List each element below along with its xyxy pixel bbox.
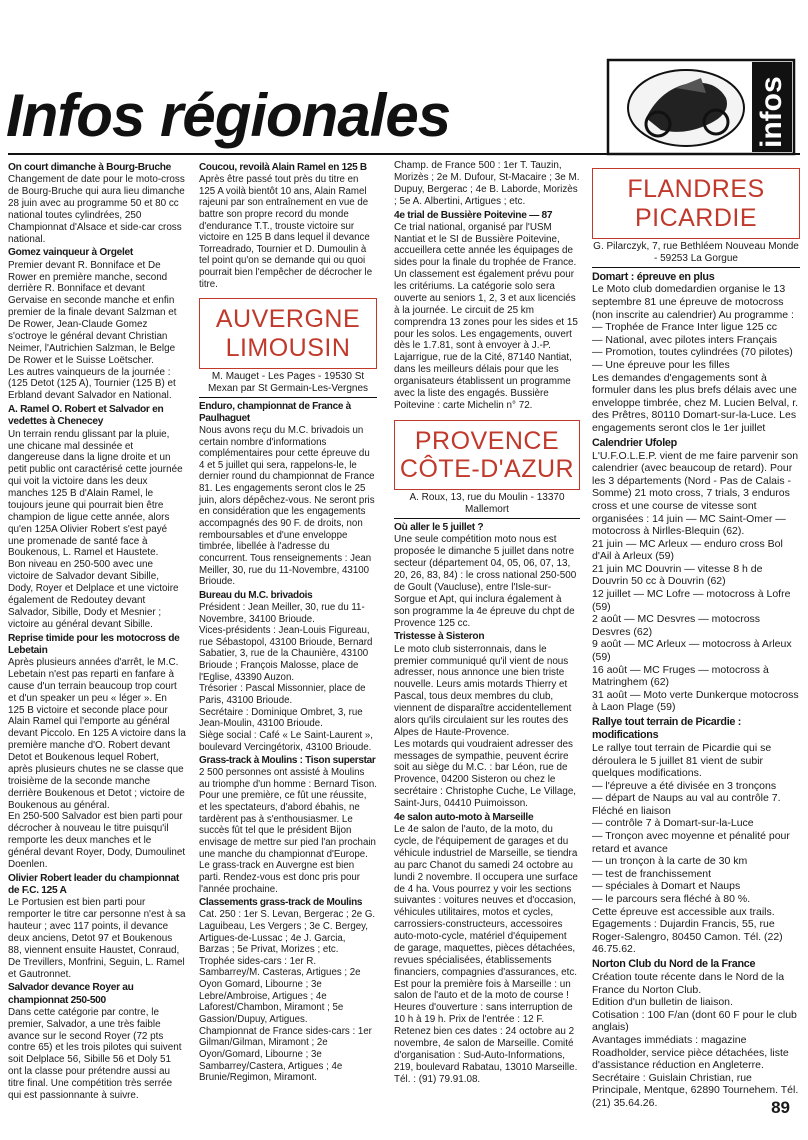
article-paragraph: — spéciales à Domart et Naups [592,880,741,893]
article-headline: Calendrier Ufolep [592,436,677,449]
article-headline: Où aller le 5 juillet ? [394,522,484,534]
article-paragraph: Après plusieurs années d'arrêt, le M.C. Lebetain n'est pas reparti en fanfare à cause d'un terrain beaucoup trop court et d'un speaker un peu « léger ». En 125 B victoire et seconde place pour Alain Ramel qui l'emporte au général devant Piccolo. En 125 A victoire dans la première manche d'O. Robert devant Detot et Boukenous lequel Robert, après plusieurs chutes ne se classe que troisième de la seconde manche derrière Boukenous et Detot ; victoire de Boukenous au général. [8,657,186,811]
article-paragraph: — test de franchissement [592,867,712,880]
article-paragraph: Le rallye tout terrain de Picardie qui se déroulera le 5 juillet 81 vient de subir quelques modifications. [592,741,772,780]
article-paragraph: Nous avons reçu du M.C. brivadois un certain nombre d'informations complémentaires pour cette épreuve du 4 et 5 juillet qui sera, rappelons-le, le dernier round du championnat de France 81. Les engagements seront clos le 25 juin, alors dépêchez-vous. Ne seront pris en considération que les engagements accompagnés des 90 F. de droits, non remboursables et d'une enveloppe timbrée, libellée à l'adresse du concurrent. Tous renseignements : Jean Meiller, 30, rue du 11-Novembre, 43100 Brioude. [199,424,375,588]
article-paragraph: Une seule compétition moto nous est proposée le dimanche 5 juillet dans notre secteur (département 04, 05, 06, 07, 13, 20, 26, 83, 84) : le cross national 250-500 de Goult (Vaucluse), entre l'Isle-sur-Sorgue et Apt, qui inclura également à son programme la 4e épreuve du chpt de Provence 125 cc. [394,534,577,629]
correspondent-address: A. Roux, 13, rue du Moulin - 13370 Mallemort [394,492,580,519]
region-name: FLANDRES PICARDIE [627,175,765,232]
article-paragraph: 9 août — MC Arleux — motocross à Arleux (59) [592,638,792,664]
article-paragraph: Trésorier : Pascal Missonnier, place de Paris, 43100 Brioude. [199,683,366,706]
region-header [199,298,377,369]
article-paragraph: — National, avec pilotes inters Français [592,333,777,346]
article-paragraph: L'U.F.O.L.E.P. vient de me faire parvenir son calendrier (avec beaucoup de retard). Pour les 3 départements (Nord - Pas de Calais - Somme) 21 moto cross, 7 trials, 3 enduros cross et une course de vitesse sont organisées : 14 juin — MC Saint-Omer — motocross à Nirlles-Blequin (62). [592,449,799,538]
article-headline: Salvador devance Royer au championnat 250-500 [8,982,134,1006]
article-headline: Tristesse à Sisteron [394,631,485,643]
article-headline: Olivier Robert leader du championnat de F.C. 125 A [8,872,179,897]
article-paragraph: 2 août — MC Desvres — motocross Desvres (62) [592,613,761,638]
article-paragraph: Ce trial national, organisé par l'USM Nantiat et le SI de Bussière Poitevine, accueillera cette année les équipages de sides pour la finale du trophée de France. Un classement est également prévu pour les critériums. La catégorie solo sera ouverte au seniors 1, 2, 3 et aux licenciés à la journée. Le circuit de 25 km comprendra 13 zones pour les sides et 15 pour les solos. Les engagements, ouvert dès le 1.7.81, sont à envoyer à J.-P. Lajarrigue, rue de la Cité, 87140 Nantiat, dans les meilleurs délais pour que les organisateurs établissent un programme avec la liste des engagés. Bussière Poitevine : carte Michelin n° 72. [394,221,578,411]
column-2 [199,160,377,1084]
infos-logo [606,58,796,156]
article-paragraph: Secrétaire : Guislain Christian, rue Principale, Mentque, 62890 Tournehem. Tél. (21) 35.64.26. [592,1071,799,1109]
logo-text: infos [755,76,788,148]
article-paragraph: Président : Jean Meiller, 30, rue du 11-Novembre, 34100 Brioude. [199,601,365,625]
article-paragraph: — Une épreuve pour les filles [592,359,730,372]
region-name: AUVERGNE LIMOUSIN [215,305,361,363]
article-paragraph: Un terrain rendu glissant par la pluie, une chicane mal dessinée et dangereuse dans la ligne droite et un petit public ont caractérisé cette journée qui voit la victoire dans les deux manches 125 B d'Alain Ramel, le toujours jeune qui pourrait bien être champion de ligue cette année, alors qu'en 125A Olivier Robert s'est payé une promenade de santé face à Boukenous, L. Ramel et Haustete. [8,428,183,559]
region-name: PROVENCE CÔTE-D'AZUR [399,426,575,484]
article-paragraph: Edition d'un bulletin de liaison. [592,996,733,1009]
article-paragraph: — Tronçon avec moyenne et pénalité pour retard et avance [592,830,790,855]
article-paragraph: 21 juin — MC Arleux — enduro cross Bol d'Ail à Arleux (59) [592,537,783,563]
correspondent-address: M. Mauget - Les Pages - 19530 St Mexan par St Germain-Les-Vergnes [199,371,377,398]
article-headline: 4e trial de Bussière Poitevine — 87 [394,209,553,221]
article-paragraph: Dans cette catégorie par contre, le premier, Salvador, a une très faible avance sur le second Royer (72 pts contre 65) et les trois pilotes qui suivent soit Delplace 56, Sibille 56 et Doly 51 ont la classe pour prétendre aussi au titre final. Une compétition très serrée qui est passionnante à suivre. [8,1006,182,1101]
column-1 [8,160,186,1102]
article-headline: Reprise timide pour les motocross de Lebetain [8,632,180,656]
article-paragraph: Heures d'ouverture : sans interruption de 10 h à 19 h. Prix de l'entrée : 12 F. Retenez bien ces dates : 24 octobre au 2 novembre, 4e salon de Marseille. Comité d'organisation : Sud-Auto-Informations, 219, boulevard Rabatau, 13010 Marseille. Tél. : (91) 79.91.08. [394,1002,578,1085]
article-headline: Domart : épreuve en plus [592,270,715,283]
article-headline: Gomez vainqueur à Orgelet [8,247,133,259]
region-header [592,168,800,239]
article-headline: Rallye tout terrain de Picardie : modifications [592,716,742,741]
article-paragraph: Avantages immédiats : magazine Roadholder, service pièce détachées, liste d'assistance réduction en Angleterre. [592,1033,789,1072]
article-headline: Enduro, championnat de France à Paulhaguet [199,400,351,424]
article-paragraph: Le Moto club domedardien organise le 13 septembre 81 une épreuve de motocross (non inscrite au calendrier) Au programme : [592,283,794,321]
article-headline: On court dimanche à Bourg-Bruche [8,162,172,173]
article-paragraph: Championnat de France sides-cars : 1er Gilman/Gilman, Miramont ; 2e Oyon/Gomard, Libourne ; 3e Sambarrey/Castera, Artigues ; 4e Brunie/Regimon, Miramont. [199,1025,372,1084]
article-paragraph: — un tronçon à la carte de 30 km [592,855,748,868]
article-paragraph: Champ. de France 500 : 1er T. Tauzin, Morizès ; 2e M. Dufour, St-Macaire ; 3e M. Dupuy, Bergerac ; 4e B. Laborde, Morizès ; 5e A. Albertini, Artigues ; etc. [394,160,580,207]
article-headline: Bureau du M.C. brivadois [199,589,313,601]
article-paragraph: 16 août — MC Fruges — motocross à Matringhem (62) [592,663,769,689]
column-4 [592,160,800,1109]
article-paragraph: — Trophée de France Inter ligue 125 cc [592,321,778,334]
article-paragraph: — contrôle 7 à Domart-sur-la-Luce [592,817,754,830]
article-paragraph: En 250-500 Salvador est bien parti pour décrocher à nouveau le titre puisqu'il remporte les deux manches et le général devant Royer, Dody, Dumoulinet Doenlen. [8,811,186,870]
article-paragraph: Cotisation : 100 F/an (dont 60 F pour le club anglais) [592,1008,797,1034]
article-paragraph: Les motards qui voudraient adresser des messages de sympathie, peuvent écrire soit au siège du M.C. : bar Léon, rue de Provence, 04200 Sisteron ou chez le secrétaire : Christophe Cuche, Le Village, Saint-Jurs, 04410 Puimoisson. [394,738,577,810]
article-paragraph: — départ de Naups au val au contrôle 7. Fléché en liaison [592,792,781,817]
article-paragraph: Après être passé tout près du titre en 125 A voilà bientôt 10 ans, Alain Ramel rajeuni par son entraînement en vue de battre son propre record du monde d'endurance T.T., trouste victoire sur victoire en 125 B dans lequel il devance Torreadrado, Tournier et D. Dumoulin à tel point qu'on se demande qui ou quoi pourrait bien l'empêcher de décrocher le titre. [199,174,373,290]
article-paragraph: 12 juillet — MC Lofre — motocross à Lofre (59) [592,588,791,613]
article-headline: A. Ramel O. Robert et Salvador en vedettes à Chenecey [8,404,164,428]
article-paragraph: Le Portusien est bien parti pour remporter le titre car personne n'est à sa hauteur ; avec 117 points, il devance deux anciens, Detot 97 et Boukenous 88, viennent ensuite Haustet, Conraud, De Trevillers, Monfrini, Seguin, L. Ramel et Gautronnet. [8,897,186,980]
title-rule [8,153,800,155]
article-paragraph: Bon niveau en 250-500 avec une victoire de Salvador devant Sibille, Dody, Royer et Delplace et une victoire également de Redoutey devant Salvador, Sibille, Dody et Mesnier ; victoire au général devant Sibille. [8,559,179,630]
article-paragraph: 31 août — Moto verte Dunkerque motocross à Laon Plage (59) [592,688,799,714]
article-headline: Grass-track à Moulins : Tison superstar [199,755,376,767]
article-paragraph: Création toute récente dans le Nord de la France du Norton Club. [592,970,785,996]
article-paragraph: Trophée sides-cars : 1er R. Sambarrey/M. Casteras, Artigues ; 2e Oyon Gomard, Libourne ; 3e Lebre/Ambroise, Artigues ; 4e Laforest/Chambon, Miramont ; 5e Gassion/Dupuy, Artigues. [199,955,361,1026]
article-paragraph: Vices-présidents : Jean-Louis Figureau, rue Sébastopol, 43100 Brioude, Bernard Sabatier, 3, rue de la Chaunière, 43100 Brioude ; François Malosse, place de l'Eglise, 43390 Auzon. [199,625,373,683]
article-headline: Coucou, revoilà Alain Ramel en 125 B [199,162,367,173]
article-paragraph: Premier devant R. Bonniface et De Rower en première manche, second derrière R. Bonniface et devant Gervaise en seconde manche et enfin premier de la finale devant Salzman et De Rower, Jean-Claude Gomez s'octroye le général devant Christian Neimer, l'Autrichien Salzman, le Belge De Rower et le Suisse Loëtscher. [8,259,177,366]
article-paragraph: Cat. 250 : 1er S. Levan, Bergerac ; 2e G. Laguibeau, Les Vergers ; 3e C. Bergey, Artigues-de-Lussac ; 4e J. Garcia, Barzas ; 5e Privat, Morizes ; etc. [199,909,376,956]
page-title: Infos régionales [6,82,451,149]
article-paragraph: Le moto club sisterronnais, dans le premier communiqué qu'il vient de nous adresser, nous annonce une bien triste nouvelle. Leurs amis motards Thierry et Pascal, tous deux membres du club, viennent de disparaître accidentellement alors qu'ils circulaient sur les routes des Alpes de Haute-Provence. [394,643,572,738]
article-headline: 4e salon auto-moto à Marseille [394,811,534,823]
article-paragraph: Changement de date pour le moto-cross de Bourg-Bruche qui aura lieu dimanche 28 juin avec au programme 50 et 80 cc national toutes cylindrées, 250 Championnat d'Alsace et side-car cross national. [8,174,185,245]
article-headline: Classements grass-track de Moulins [199,897,363,909]
region-header [394,420,580,491]
article-paragraph: Cette épreuve est accessible aux trails. Egagements : Dujardin Francis, 55, rue Roger-Salengro, 80450 Camon. Tél. (22) 46.75.62. [592,905,783,956]
article-paragraph: — l'épreuve a été divisée en 3 tronçons [592,779,777,792]
article-paragraph: 21 juin MC Douvrin — vitesse 8 h de Douvrin 50 cc à Douvrin (62) [592,562,763,588]
article-paragraph: — le parcours sera fléché à 80 %. [592,893,751,906]
article-paragraph: 2 500 personnes ont assisté à Moulins au triomphe d'un homme : Bernard Tison. Pour une première, ce fût une réussite, et les spectateurs, d'abord ébahis, ne tardèrent pas à s'enthousiasmer. Le succès fût tel que le président Bijon envisage de mettre sur pied l'an prochain une manche du championnat d'Europe. Le grass-track en Auvergne est bien parti. Rendez-vous est donc pris pour l'année prochaine. [199,767,377,895]
column-3 [394,160,580,1085]
correspondent-address: G. Pilarczyk, 7, rue Bethléem Nouveau Monde - 59253 La Gorgue [592,241,800,268]
article-headline: Norton Club du Nord de la France [592,958,756,970]
page-number: 89 [771,1098,790,1117]
article-paragraph: Le 4e salon de l'auto, de la moto, du cycle, de l'équipement de garages et du véhicule industriel de Marseille, se tiendra au parc Chanot du samedi 24 octobre au lundi 2 novembre. Il occupera une surface de 4 ha. Vous pourrez y voir les sections suivantes : voitures neuves et d'occasion, véhicules utilitaires, motos et cycles, carrossiers-constructeurs, accessoires auto-moto-cycle, matériel d'équipement de garage, maquettes, pièces détachées, revues spécialisées, établissements financiers, compagnies d'assurances, etc. Est pour la première fois à Marseille : un salon de l'auto et de la moto de course ! [394,824,578,1002]
article-paragraph: Les autres vainqueurs de la journée : (125 Detot (125 A), Tournier (125 B) et Erbland devant Salvador en National. [8,366,176,402]
article-paragraph: — Promotion, toutes cylindrées (70 pilotes) [592,346,793,359]
article-paragraph: Secrétaire : Dominique Ombret, 3, rue Jean-Moulin, 43100 Brioude. [199,706,363,730]
article-paragraph: Les demandes d'engagements sont à formuler dans les plus brefs délais avec une enveloppe timbrée, chez M. Lucien Belval, r. des Prêtres, 80110 Domart-sur-la-Luce. Les engagements seront clos le 1er juillet [592,371,799,434]
article-paragraph: Siège social : Café « Le Saint-Laurent », boulevard Vercingétorix, 43100 Brioude. [199,729,373,753]
